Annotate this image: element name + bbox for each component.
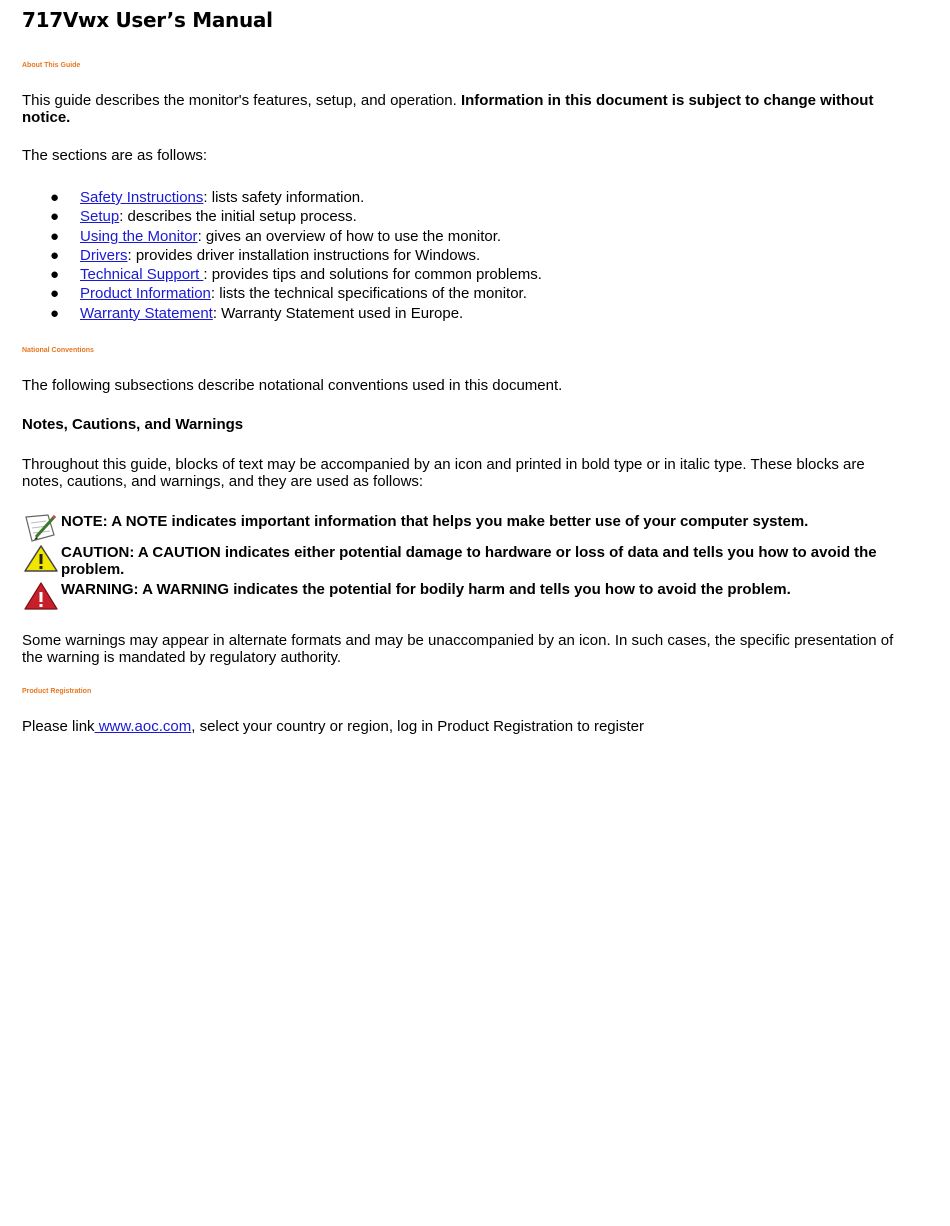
list-item [22,246,542,265]
bullet-icon: ● [50,208,60,226]
bullet-icon: ● [50,227,60,245]
conventions-paragraph: The following subsections describe notational conventions used in this document. [22,377,563,394]
list-item-desc: : provides tips and solutions for common problems. [203,266,542,284]
bullet-icon: ● [50,246,60,264]
registration-prefix: Please link [22,718,95,735]
link-drivers[interactable]: Drivers [80,246,128,264]
section-heading-conventions: National Conventions [22,347,94,354]
list-item-desc: : describes the initial setup process. [119,208,357,226]
intro-bold-text: Information in this document is subject to change without notice. [22,92,874,126]
bullet-icon: ● [50,266,60,284]
link-warranty-statement[interactable]: Warranty Statement [80,304,213,322]
note-pencil-icon [24,513,58,543]
list-item [22,227,542,246]
warning-triangle-icon [24,581,58,611]
list-item-desc: : Warranty Statement used in Europe. [212,304,464,322]
caution-text: CAUTION: A CAUTION indicates either potential damage to hardware or loss of data and tells you how to avoid the problem. [61,544,877,578]
sections-list [22,188,542,323]
bullet-icon: ● [50,285,60,303]
link-aoc-website[interactable]: www.aoc.com [94,718,192,735]
intro-text: This guide describes the monitor's features, setup, and operation. [22,92,461,109]
document-title: 717Vwx User’s Manual [22,8,273,32]
caution-triangle-icon [24,544,58,574]
list-item-desc: : lists safety information. [203,189,365,206]
section-heading-registration: Product Registration [22,688,92,695]
list-item-desc: : lists the technical specifications of the monitor. [210,285,527,303]
alt-formats-paragraph: Some warnings may appear in alternate formats and may be unaccompanied by an icon. In such cases, the specific presentation of the warning is mandated by regulatory authority. [22,632,894,666]
intro-paragraph [22,92,902,126]
list-item [22,304,542,323]
list-item-desc: : gives an overview of how to use the monitor. [197,227,502,245]
sections-intro: The sections are as follows: [22,147,208,164]
list-item [22,207,542,226]
link-setup[interactable]: Setup [80,208,120,226]
link-technical-support[interactable]: Technical Support [80,266,204,284]
warning-text: WARNING: A WARNING indicates the potential for bodily harm and tells you how to avoid the problem. [61,581,791,598]
link-using-the-monitor[interactable]: Using the Monitor [80,227,198,245]
ncw-subheading: Notes, Cautions, and Warnings [22,416,244,433]
list-item [22,284,542,303]
registration-paragraph [22,718,902,735]
list-item-desc: : provides driver installation instructions for Windows. [127,246,481,264]
section-heading-about: About This Guide [22,62,81,69]
note-text: NOTE: A NOTE indicates important information that helps you make better use of your computer system. [61,513,809,530]
link-safety-instructions[interactable]: Safety Instructions [80,189,204,206]
link-product-information[interactable]: Product Information [80,285,211,303]
ncw-paragraph: Throughout this guide, blocks of text may be accompanied by an icon and printed in bold type or in italic type. These blocks are notes, cautions, and warnings, and they are used as follows: [22,456,865,490]
list-item [22,188,542,207]
bullet-icon: ● [50,189,60,206]
list-item [22,265,542,284]
bullet-icon: ● [50,304,60,322]
registration-suffix: , select your country or region, log in Product Registration to register [191,718,644,735]
